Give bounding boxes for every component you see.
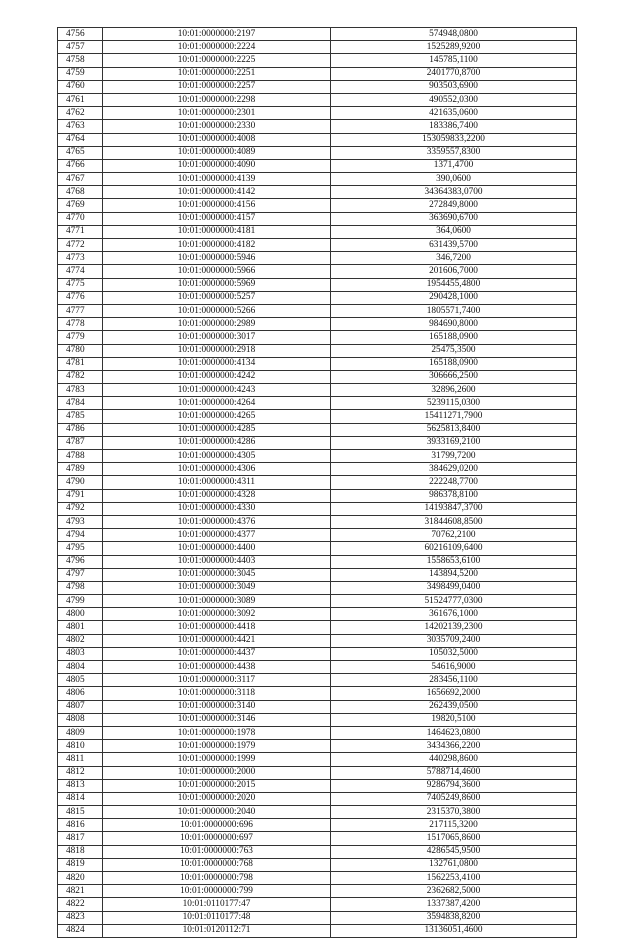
cadastral-number-cell: 10:01:0000000:4377 [103,529,331,542]
table-row [58,146,577,159]
value-cell: 132761,0800 [331,858,577,871]
cadastral-number-cell: 10:01:0000000:1999 [103,753,331,766]
table-row [58,41,577,54]
value-cell: 51524777,0300 [331,595,577,608]
cadastral-number-cell: 10:01:0000000:4008 [103,133,331,146]
cadastral-number-cell: 10:01:0000000:4142 [103,186,331,199]
row-number-cell: 4802 [58,634,103,647]
table-row [58,753,577,766]
row-number-cell: 4807 [58,700,103,713]
row-number-cell: 4806 [58,687,103,700]
cadastral-number-cell: 10:01:0000000:5966 [103,265,331,278]
row-number-cell: 4766 [58,159,103,172]
value-cell: 363690,6700 [331,212,577,225]
table-row [58,199,577,212]
row-number-cell: 4783 [58,384,103,397]
cadastral-number-cell: 10:01:0000000:5946 [103,252,331,265]
table-row [58,595,577,608]
row-number-cell: 4759 [58,67,103,80]
value-cell: 1954455,4800 [331,278,577,291]
table-row [58,634,577,647]
table-row [58,700,577,713]
row-number-cell: 4787 [58,436,103,449]
row-number-cell: 4808 [58,713,103,726]
table-row [58,713,577,726]
value-cell: 25475,3500 [331,344,577,357]
value-cell: 165188,0900 [331,331,577,344]
cadastral-number-cell: 10:01:0000000:4156 [103,199,331,212]
value-cell: 1371,4700 [331,159,577,172]
table-row [58,568,577,581]
cadastral-number-cell: 10:01:0000000:2989 [103,318,331,331]
cadastral-number-cell: 10:01:0000000:2224 [103,41,331,54]
row-number-cell: 4777 [58,304,103,317]
cadastral-number-cell: 10:01:0000000:2298 [103,93,331,106]
table-row [58,661,577,674]
cadastral-number-cell: 10:01:0000000:2015 [103,779,331,792]
row-number-cell: 4804 [58,661,103,674]
value-cell: 3359557,8300 [331,146,577,159]
cadastral-number-cell: 10:01:0110177:47 [103,898,331,911]
row-number-cell: 4798 [58,581,103,594]
table-row [58,766,577,779]
table-row [58,872,577,885]
value-cell: 262439,0500 [331,700,577,713]
row-number-cell: 4799 [58,595,103,608]
cadastral-number-cell: 10:01:0000000:2257 [103,80,331,93]
value-cell: 54616,9000 [331,661,577,674]
row-number-cell: 4813 [58,779,103,792]
value-cell: 145785,1100 [331,54,577,67]
value-cell: 165188,0900 [331,357,577,370]
table-row [58,67,577,80]
cadastral-number-cell: 10:01:0000000:4243 [103,384,331,397]
cadastral-number-cell: 10:01:0000000:697 [103,832,331,845]
cadastral-number-cell: 10:01:0000000:763 [103,845,331,858]
cadastral-number-cell: 10:01:0000000:4421 [103,634,331,647]
value-cell: 19820,5100 [331,713,577,726]
table-row [58,370,577,383]
table-row [58,173,577,186]
table-row [58,726,577,739]
cadastral-number-cell: 10:01:0000000:4182 [103,239,331,252]
row-number-cell: 4774 [58,265,103,278]
row-number-cell: 4781 [58,357,103,370]
table-row [58,107,577,120]
table-row [58,186,577,199]
row-number-cell: 4801 [58,621,103,634]
row-number-cell: 4809 [58,726,103,739]
cadastral-number-cell: 10:01:0000000:3117 [103,674,331,687]
value-cell: 1464623,0800 [331,726,577,739]
row-number-cell: 4788 [58,450,103,463]
value-cell: 986378,8100 [331,489,577,502]
table-row [58,832,577,845]
table-row [58,291,577,304]
cadastral-number-cell: 10:01:0000000:4438 [103,661,331,674]
table-row [58,278,577,291]
value-cell: 15411271,7900 [331,410,577,423]
value-cell: 222248,7700 [331,476,577,489]
value-cell: 984690,8000 [331,318,577,331]
value-cell: 1558653,6100 [331,555,577,568]
cadastral-number-cell: 10:01:0000000:3118 [103,687,331,700]
cadastral-number-cell: 10:01:0000000:3017 [103,331,331,344]
row-number-cell: 4767 [58,173,103,186]
row-number-cell: 4772 [58,239,103,252]
table-row [58,911,577,924]
table-row [58,54,577,67]
cadastral-number-cell: 10:01:0000000:768 [103,858,331,871]
table-row [58,450,577,463]
value-cell: 574948,0800 [331,28,577,41]
table-row [58,384,577,397]
row-number-cell: 4757 [58,41,103,54]
value-cell: 1337387,4200 [331,898,577,911]
table-row [58,304,577,317]
cadastral-number-cell: 10:01:0000000:4264 [103,397,331,410]
cadastral-number-cell: 10:01:0000000:4437 [103,647,331,660]
cadastral-number-cell: 10:01:0000000:2040 [103,806,331,819]
row-number-cell: 4770 [58,212,103,225]
table-row [58,885,577,898]
cadastral-number-cell: 10:01:0000000:2225 [103,54,331,67]
table-row [58,542,577,555]
table-row [58,252,577,265]
cadastral-number-cell: 10:01:0000000:5266 [103,304,331,317]
row-number-cell: 4792 [58,502,103,515]
table-row [58,331,577,344]
row-number-cell: 4765 [58,146,103,159]
cadastral-number-cell: 10:01:0120112:71 [103,924,331,937]
cadastral-number-cell: 10:01:0000000:2918 [103,344,331,357]
row-number-cell: 4771 [58,225,103,238]
row-number-cell: 4810 [58,740,103,753]
row-number-cell: 4815 [58,806,103,819]
table-row [58,476,577,489]
row-number-cell: 4818 [58,845,103,858]
cadastral-number-cell: 10:01:0000000:4242 [103,370,331,383]
cadastral-number-cell: 10:01:0000000:3045 [103,568,331,581]
row-number-cell: 4790 [58,476,103,489]
row-number-cell: 4796 [58,555,103,568]
row-number-cell: 4795 [58,542,103,555]
row-number-cell: 4791 [58,489,103,502]
value-cell: 31844608,8500 [331,515,577,528]
row-number-cell: 4803 [58,647,103,660]
value-cell: 183386,7400 [331,120,577,133]
row-number-cell: 4822 [58,898,103,911]
table-row [58,120,577,133]
table-row [58,212,577,225]
value-cell: 1562253,4100 [331,872,577,885]
cadastral-number-cell: 10:01:0000000:4400 [103,542,331,555]
row-number-cell: 4812 [58,766,103,779]
row-number-cell: 4794 [58,529,103,542]
row-number-cell: 4820 [58,872,103,885]
value-cell: 290428,1000 [331,291,577,304]
cadastral-number-cell: 10:01:0000000:4418 [103,621,331,634]
cadastral-number-cell: 10:01:0000000:4181 [103,225,331,238]
value-cell: 3035709,2400 [331,634,577,647]
row-number-cell: 4816 [58,819,103,832]
cadastral-number-cell: 10:01:0000000:3140 [103,700,331,713]
cadastral-number-cell: 10:01:0000000:4306 [103,463,331,476]
cadastral-number-cell: 10:01:0000000:696 [103,819,331,832]
row-number-cell: 4769 [58,199,103,212]
value-cell: 4286545,9500 [331,845,577,858]
table-row [58,858,577,871]
value-cell: 390,0600 [331,173,577,186]
value-cell: 283456,1100 [331,674,577,687]
table-row [58,806,577,819]
table-row [58,647,577,660]
cadastral-number-cell: 10:01:0000000:1979 [103,740,331,753]
row-number-cell: 4797 [58,568,103,581]
cadastral-number-cell: 10:01:0000000:4305 [103,450,331,463]
table-row [58,463,577,476]
value-cell: 364,0600 [331,225,577,238]
value-cell: 7405249,8600 [331,792,577,805]
table-row [58,239,577,252]
value-cell: 143894,5200 [331,568,577,581]
cadastral-number-cell: 10:01:0000000:2020 [103,792,331,805]
table-row [58,344,577,357]
row-number-cell: 4824 [58,924,103,937]
cadastral-number-cell: 10:01:0000000:799 [103,885,331,898]
cadastral-number-cell: 10:01:0000000:4157 [103,212,331,225]
row-number-cell: 4780 [58,344,103,357]
table-row [58,792,577,805]
row-number-cell: 4761 [58,93,103,106]
value-cell: 384629,0200 [331,463,577,476]
value-cell: 34364383,0700 [331,186,577,199]
cadastral-number-cell: 10:01:0000000:4089 [103,146,331,159]
row-number-cell: 4817 [58,832,103,845]
value-cell: 1805571,7400 [331,304,577,317]
row-number-cell: 4805 [58,674,103,687]
value-cell: 217115,3200 [331,819,577,832]
value-cell: 3933169,2100 [331,436,577,449]
value-cell: 31799,7200 [331,450,577,463]
value-cell: 346,7200 [331,252,577,265]
value-cell: 201606,7000 [331,265,577,278]
row-number-cell: 4779 [58,331,103,344]
table-row [58,555,577,568]
cadastral-number-cell: 10:01:0000000:2251 [103,67,331,80]
value-cell: 421635,0600 [331,107,577,120]
value-cell: 13136051,4600 [331,924,577,937]
table-row [58,410,577,423]
cadastral-number-cell: 10:01:0000000:2330 [103,120,331,133]
value-cell: 5625813,8400 [331,423,577,436]
table-row [58,581,577,594]
cadastral-number-cell: 10:01:0000000:4330 [103,502,331,515]
row-number-cell: 4763 [58,120,103,133]
row-number-cell: 4814 [58,792,103,805]
value-cell: 2401770,8700 [331,67,577,80]
value-cell: 153059833,2200 [331,133,577,146]
table-row [58,608,577,621]
table-row [58,436,577,449]
row-number-cell: 4775 [58,278,103,291]
row-number-cell: 4756 [58,28,103,41]
value-cell: 1656692,2000 [331,687,577,700]
value-cell: 105032,5000 [331,647,577,660]
cadastral-number-cell: 10:01:0000000:4285 [103,423,331,436]
table-row [58,423,577,436]
table-row [58,80,577,93]
row-number-cell: 4800 [58,608,103,621]
cadastral-number-cell: 10:01:0000000:3146 [103,713,331,726]
cadastral-number-cell: 10:01:0000000:4376 [103,515,331,528]
table-row [58,502,577,515]
cadastral-number-cell: 10:01:0000000:2197 [103,28,331,41]
row-number-cell: 4811 [58,753,103,766]
value-cell: 631439,5700 [331,239,577,252]
value-cell: 32896,2600 [331,384,577,397]
table-row [58,674,577,687]
row-number-cell: 4786 [58,423,103,436]
value-cell: 3498499,0400 [331,581,577,594]
table-row [58,225,577,238]
value-cell: 903503,6900 [331,80,577,93]
value-cell: 3594838,8200 [331,911,577,924]
cadastral-number-cell: 10:01:0000000:1978 [103,726,331,739]
table-row [58,357,577,370]
table-row [58,318,577,331]
row-number-cell: 4789 [58,463,103,476]
table-row [58,924,577,937]
value-cell: 9286794,3600 [331,779,577,792]
value-cell: 1525289,9200 [331,41,577,54]
value-cell: 1517065,8600 [331,832,577,845]
value-cell: 5239115,0300 [331,397,577,410]
table-row [58,687,577,700]
value-cell: 14193847,3700 [331,502,577,515]
cadastral-number-cell: 10:01:0000000:4328 [103,489,331,502]
cadastral-number-cell: 10:01:0000000:4403 [103,555,331,568]
value-cell: 272849,8000 [331,199,577,212]
table-row [58,845,577,858]
value-cell: 14202139,2300 [331,621,577,634]
value-cell: 490552,0300 [331,93,577,106]
cadastral-number-cell: 10:01:0000000:5257 [103,291,331,304]
cadastral-number-cell: 10:01:0110177:48 [103,911,331,924]
value-cell: 306666,2500 [331,370,577,383]
cadastral-number-cell: 10:01:0000000:4134 [103,357,331,370]
value-cell: 3434366,2200 [331,740,577,753]
cadastral-number-cell: 10:01:0000000:5969 [103,278,331,291]
row-number-cell: 4758 [58,54,103,67]
row-number-cell: 4762 [58,107,103,120]
cadastral-number-cell: 10:01:0000000:798 [103,872,331,885]
table-row [58,621,577,634]
row-number-cell: 4793 [58,515,103,528]
row-number-cell: 4776 [58,291,103,304]
value-cell: 2362682,5000 [331,885,577,898]
row-number-cell: 4784 [58,397,103,410]
row-number-cell: 4821 [58,885,103,898]
table-row [58,133,577,146]
row-number-cell: 4778 [58,318,103,331]
cadastral-number-cell: 10:01:0000000:3089 [103,595,331,608]
table-row [58,898,577,911]
table-row [58,740,577,753]
value-cell: 361676,1000 [331,608,577,621]
table-row [58,28,577,41]
cadastral-number-cell: 10:01:0000000:4139 [103,173,331,186]
cadastral-number-cell: 10:01:0000000:2000 [103,766,331,779]
table-row [58,779,577,792]
value-cell: 60216109,6400 [331,542,577,555]
row-number-cell: 4768 [58,186,103,199]
row-number-cell: 4760 [58,80,103,93]
cadastral-number-cell: 10:01:0000000:4265 [103,410,331,423]
table-row [58,397,577,410]
value-cell: 5788714,4600 [331,766,577,779]
table-row [58,265,577,278]
row-number-cell: 4819 [58,858,103,871]
row-number-cell: 4782 [58,370,103,383]
table-row [58,515,577,528]
cadastral-number-cell: 10:01:0000000:4311 [103,476,331,489]
table-row [58,819,577,832]
table-body [58,28,577,938]
row-number-cell: 4773 [58,252,103,265]
table-row [58,93,577,106]
value-cell: 70762,2100 [331,529,577,542]
cadastral-value-table [57,27,577,938]
cadastral-number-cell: 10:01:0000000:3092 [103,608,331,621]
row-number-cell: 4823 [58,911,103,924]
row-number-cell: 4785 [58,410,103,423]
row-number-cell: 4764 [58,133,103,146]
table-row [58,159,577,172]
cadastral-number-cell: 10:01:0000000:4090 [103,159,331,172]
table-row [58,489,577,502]
value-cell: 440298,8600 [331,753,577,766]
cadastral-number-cell: 10:01:0000000:3049 [103,581,331,594]
value-cell: 2315370,3800 [331,806,577,819]
cadastral-number-cell: 10:01:0000000:4286 [103,436,331,449]
table-row [58,529,577,542]
cadastral-number-cell: 10:01:0000000:2301 [103,107,331,120]
